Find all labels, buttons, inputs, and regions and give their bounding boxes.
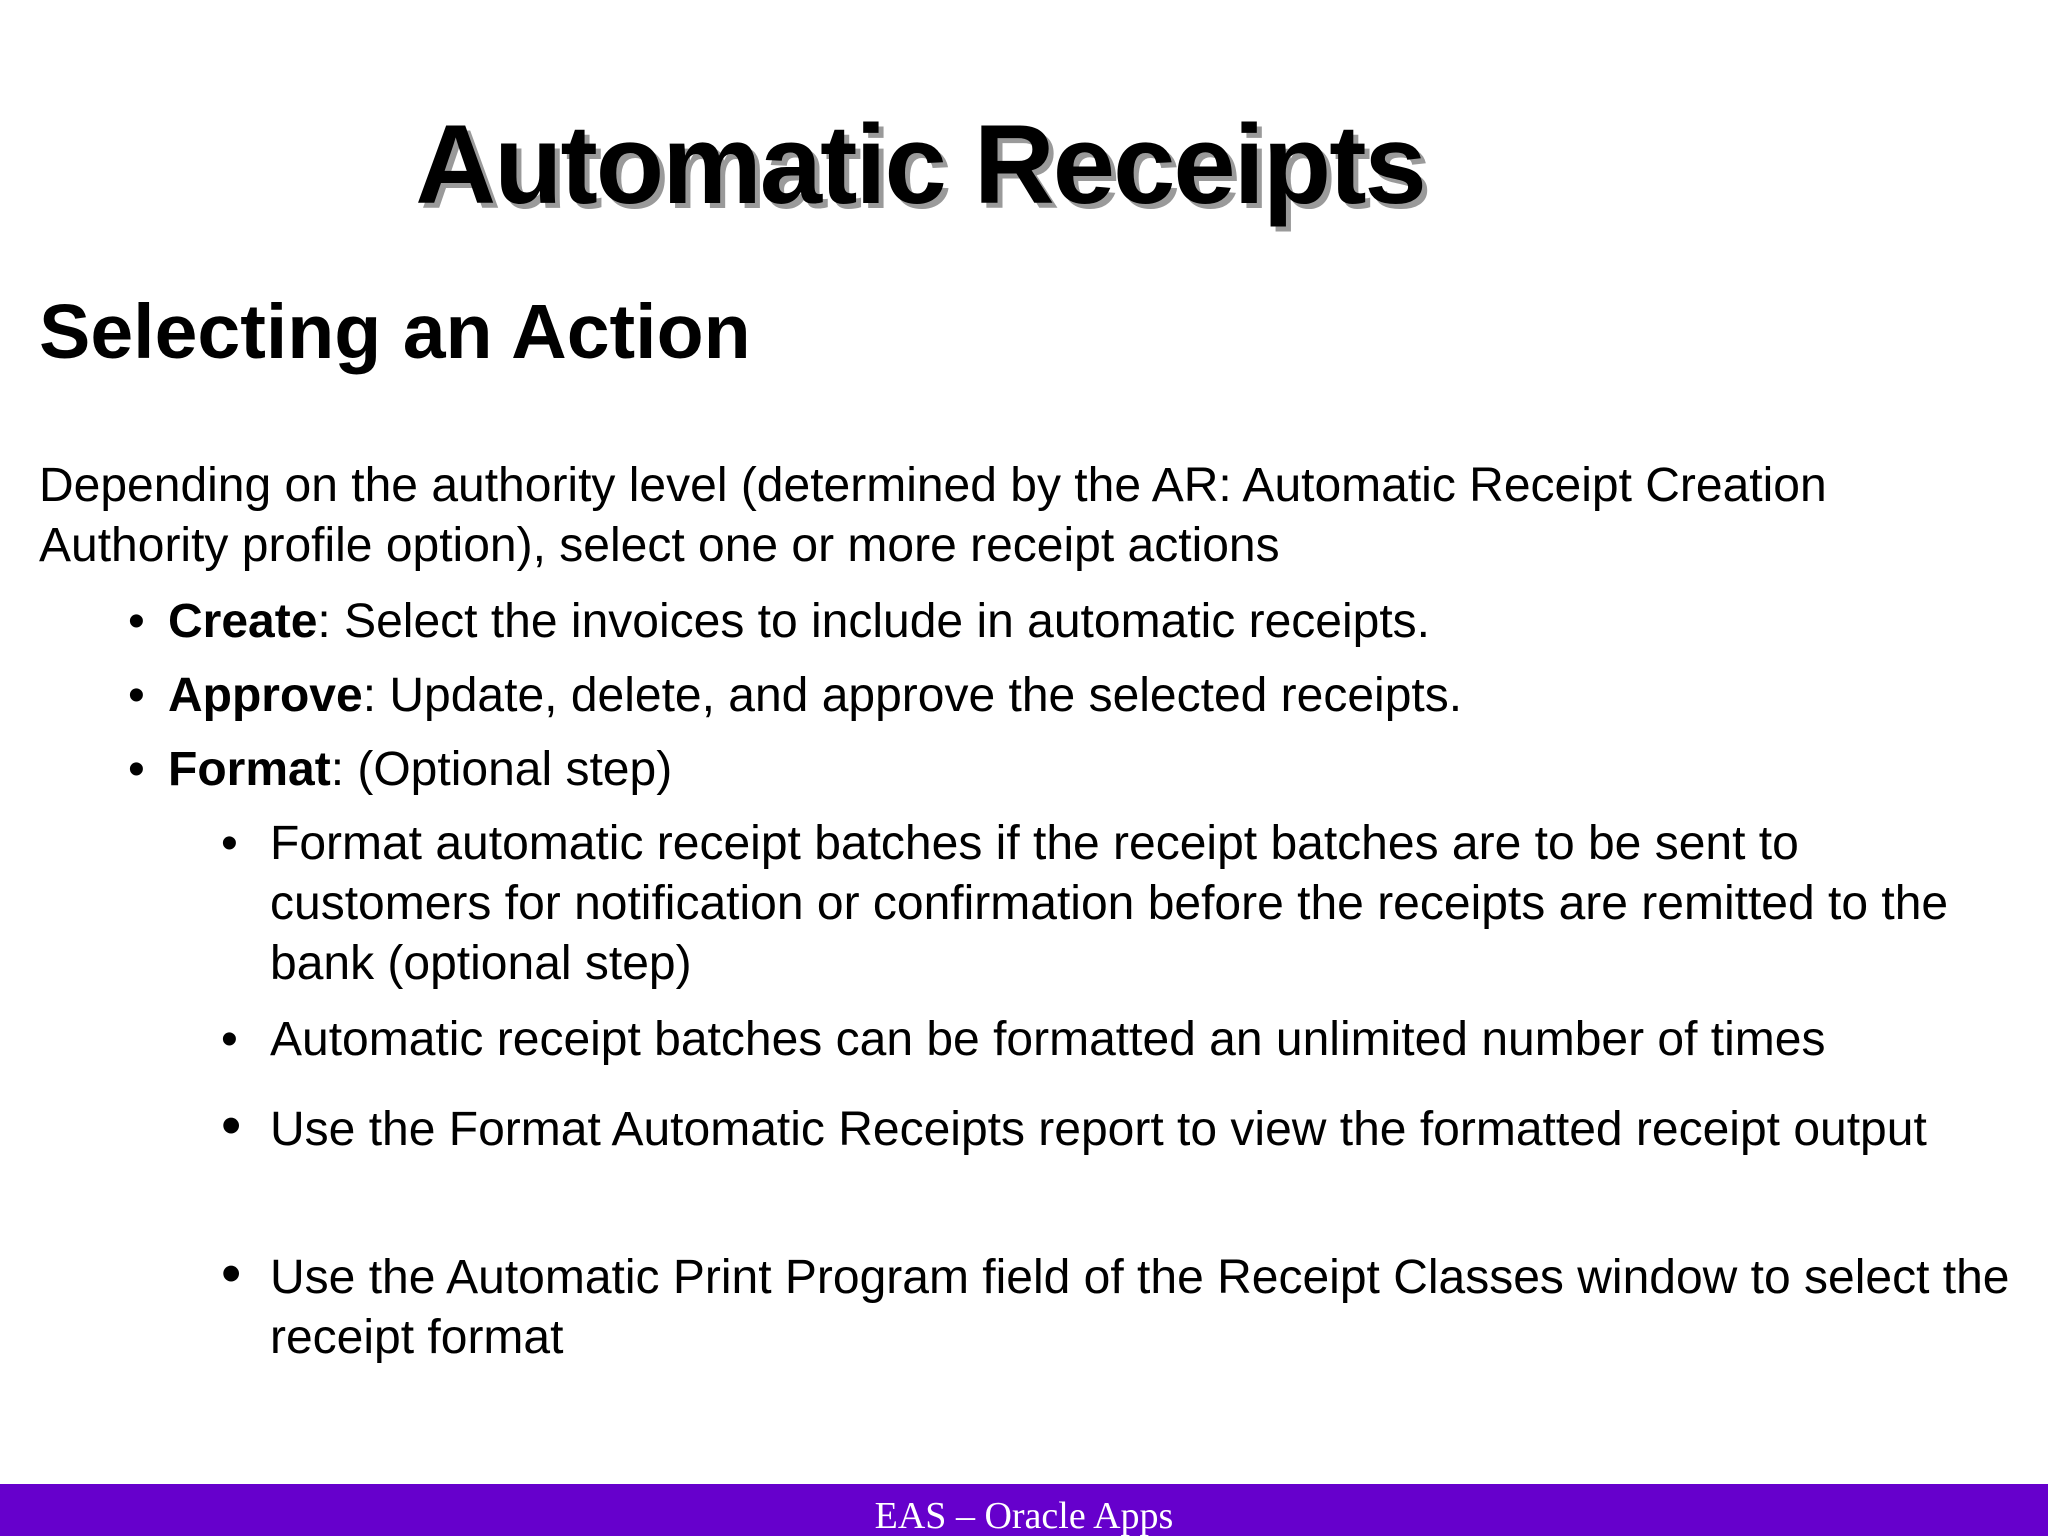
format-detail-item — [221, 1093, 2011, 1160]
action-text — [128, 666, 1462, 726]
bullet-icon: • — [128, 595, 145, 648]
section-heading: Selecting an Action — [39, 289, 751, 375]
bullet-icon: • — [128, 669, 145, 722]
action-term: Format — [168, 743, 331, 796]
action-desc: : (Optional step) — [330, 743, 673, 796]
action-text — [128, 592, 1430, 652]
bullet-icon: • — [221, 1093, 242, 1158]
bullet-icon: • — [221, 817, 238, 870]
format-detail-text: Automatic receipt batches can be formatted an unlimited number of times — [270, 1013, 1826, 1066]
format-detail-text: Use the Format Automatic Receipts report to view the formatted receipt output — [270, 1103, 1927, 1156]
format-detail-text: Format automatic receipt batches if the receipt batches are to be sent to customers for notification or confirmation before the receipts are remitted to the bank (optional step) — [270, 817, 1949, 990]
footer-text: EAS – Oracle Apps — [874, 1495, 1174, 1536]
action-item-approve — [128, 666, 1462, 726]
intro-paragraph: Depending on the authority level (determined by the AR: Automatic Receipt Creation Authority profile option), select one or more receipt actions — [39, 459, 1827, 572]
action-term: Approve — [168, 669, 363, 722]
format-detail-item — [221, 814, 2011, 994]
action-term: Create — [168, 595, 318, 648]
action-desc: : Update, delete, and approve the selected receipts. — [362, 669, 1463, 722]
footer-bar — [0, 1484, 2048, 1536]
action-item-create — [128, 592, 1430, 652]
format-detail-item — [221, 1010, 2011, 1070]
bullet-icon: • — [128, 743, 145, 796]
action-item-format — [128, 740, 672, 800]
slide-title: Automatic Receipts — [415, 102, 1425, 227]
action-text — [128, 740, 672, 800]
bullet-icon: • — [221, 1013, 238, 1066]
action-desc: : Select the invoices to include in automatic receipts. — [317, 595, 1430, 648]
format-detail-item — [221, 1241, 2011, 1368]
bullet-icon: • — [221, 1241, 242, 1306]
format-detail-text: Use the Automatic Print Program field of the Receipt Classes window to select the receipt format — [270, 1251, 2010, 1364]
